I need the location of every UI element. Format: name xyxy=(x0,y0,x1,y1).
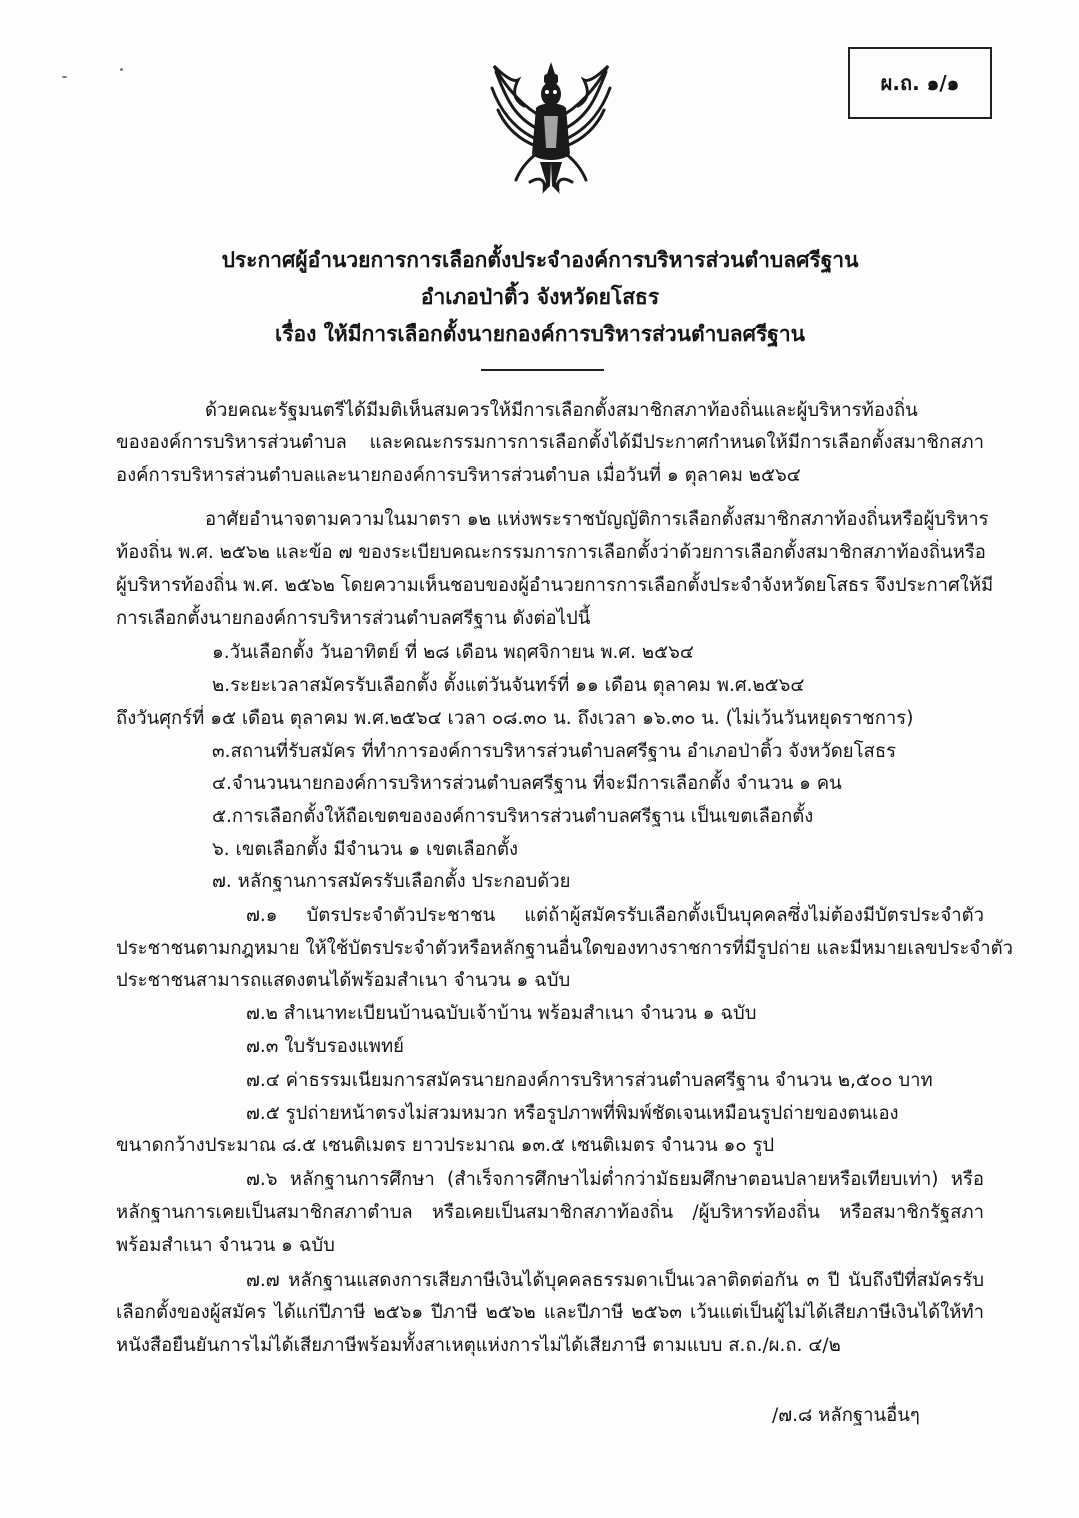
form-code: ผ.ถ. ๑/๑ xyxy=(880,71,960,95)
sub-7-6-line-1: ๗.๖ หลักฐานการศึกษา (สำเร็จการศึกษาไม่ต่ำกว่ามัธยมศึกษาตอนปลายหรือเทียบเท่า) หรือ xyxy=(246,1169,984,1190)
sub-7-7-line-3: หนังสือยืนยันการไม่ได้เสียภาษีพร้อมทั้งสาเหตุแห่งการไม่ได้เสียภาษี ตามแบบ ส.ถ./ผ.ถ. ๔/๒ xyxy=(116,1335,841,1356)
sub-7-1-line-3: ประชาชนสามารถแสดงตนได้พร้อมสำเนา จำนวน ๑ ฉบับ xyxy=(116,970,571,991)
sub-7-3: ๗.๓ ใบรับรองแพทย์ xyxy=(246,1036,405,1057)
item-1-election-date: ๑.วันเลือกตั้ง วันอาทิตย์ ที่ ๒๘ เดือน พฤศจิกายน พ.ศ. ๒๕๖๔ xyxy=(212,642,694,663)
paragraph-1-line-3: องค์การบริหารส่วนตำบลและนายกองค์การบริหารส่วนตำบล เมื่อวันที่ ๑ ตุลาคม ๒๕๖๔ xyxy=(116,465,801,486)
item-3-application-place: ๓.สถานที่รับสมัคร ที่ทำการองค์การบริหารส่วนตำบลศรีฐาน อำเภอป่าติ้ว จังหวัดยโสธร xyxy=(212,741,897,762)
paragraph-2-line-3: ผู้บริหารท้องถิ่น พ.ศ. ๒๕๖๒ โดยความเห็นชอบของผู้อำนวยการการเลือกตั้งประจำจังหวัดยโสธร จึงประกาศให้มี xyxy=(116,575,994,596)
sub-7-6-line-2: หลักฐานการเคยเป็นสมาชิกสภาตำบล หรือเคยเป็นสมาชิกสภาท้องถิ่น /ผู้บริหารท้องถิ่น หรือสมาชิกรัฐสภา xyxy=(116,1202,984,1223)
header-line-1: ประกาศผู้อำนวยการการเลือกตั้งประจำองค์การบริหารส่วนตำบลศรีฐาน xyxy=(221,248,859,272)
sub-7-7-line-1: ๗.๗ หลักฐานแสดงการเสียภาษีเงินได้บุคคลธรรมดาเป็นเวลาติดต่อกัน ๓ ปี นับถึงปีที่สมัครรับ xyxy=(246,1270,984,1291)
paragraph-2-line-4: การเลือกตั้งนายกองค์การบริหารส่วนตำบลศรีฐาน ดังต่อไปนี้ xyxy=(116,608,591,629)
header-line-3: เรื่อง ให้มีการเลือกตั้งนายกองค์การบริหารส่วนตำบลศรีฐาน xyxy=(275,322,805,346)
scan-speck xyxy=(120,68,123,71)
continuation-note: /๗.๘ หลักฐานอื่นๆ xyxy=(772,1405,920,1426)
item-6-constituency-count: ๖. เขตเลือกตั้ง มีจำนวน ๑ เขตเลือกตั้ง xyxy=(212,839,518,860)
sub-7-6-line-3: พร้อมสำเนา จำนวน ๑ ฉบับ xyxy=(116,1235,335,1256)
item-2-application-period-cont: ถึงวันศุกร์ที่ ๑๕ เดือน ตุลาคม พ.ศ.๒๕๖๔ เวลา ๐๘.๓๐ น. ถึงเวลา ๑๖.๓๐ น. (ไม่เว้นวันหยุดราชการ) xyxy=(116,708,914,729)
title-divider xyxy=(481,369,604,371)
sub-7-2: ๗.๒ สำเนาทะเบียนบ้านฉบับเจ้าบ้าน พร้อมสำเนา จำนวน ๑ ฉบับ xyxy=(246,1003,757,1024)
form-code-box xyxy=(848,47,992,119)
garuda-emblem-icon xyxy=(484,58,618,198)
sub-7-5-line-2: ขนาดกว้างประมาณ ๘.๕ เซนติเมตร ยาวประมาณ ๑๓.๕ เซนติเมตร จำนวน ๑๐ รูป xyxy=(116,1135,775,1156)
sub-7-5-line-1: ๗.๕ รูปถ่ายหน้าตรงไม่สวมหมวก หรือรูปภาพที่พิมพ์ชัดเจนเหมือนรูปถ่ายของตนเอง xyxy=(246,1103,899,1124)
item-4-number-of-positions: ๔.จำนวนนายกองค์การบริหารส่วนตำบลศรีฐาน ที่จะมีการเลือกตั้ง จำนวน ๑ คน xyxy=(212,773,842,794)
scan-speck xyxy=(62,76,67,78)
item-5-constituency: ๕.การเลือกตั้งให้ถือเขตขององค์การบริหารส่วนตำบลศรีฐาน เป็นเขตเลือกตั้ง xyxy=(212,806,814,827)
paragraph-2-line-2: ท้องถิ่น พ.ศ. ๒๕๖๒ และข้อ ๗ ของระเบียบคณะกรรมการการเลือกตั้งว่าด้วยการเลือกตั้งสมาชิกสภาท้องถิ่นหรือ xyxy=(116,542,986,563)
sub-7-1-line-1: ๗.๑ บัตรประจำตัวประชาชน แต่ถ้าผู้สมัครรับเลือกตั้งเป็นบุคคลซึ่งไม่ต้องมีบัตรประจำตัว xyxy=(246,905,984,926)
sub-7-7-line-2: เลือกตั้งของผู้สมัคร ได้แก่ปีภาษี ๒๕๖๑ ปีภาษี ๒๕๖๒ และปีภาษี ๒๕๖๓ เว้นแต่เป็นผู้ไม่ได้เสียภาษีเงินได้ให้ทำ xyxy=(116,1302,984,1323)
item-2-application-period: ๒.ระยะเวลาสมัครรับเลือกตั้ง ตั้งแต่วันจันทร์ที่ ๑๑ เดือน ตุลาคม พ.ศ.๒๕๖๔ xyxy=(212,675,805,696)
sub-7-1-line-2: ประชาชนตามกฎหมาย ให้ใช้บัตรประจำตัวหรือหลักฐานอื่นใดของทางราชการที่มีรูปถ่าย และมีหมายเลขประจำตัว xyxy=(116,938,1014,959)
sub-7-4: ๗.๔ ค่าธรรมเนียมการสมัครนายกองค์การบริหารส่วนตำบลศรีฐาน จำนวน ๒,๕๐๐ บาท xyxy=(246,1070,933,1091)
paragraph-1-line-1: ด้วยคณะรัฐมนตรีได้มีมติเห็นสมควรให้มีการเลือกตั้งสมาชิกสภาท้องถิ่นและผู้บริหารท้องถิ่น xyxy=(205,400,918,421)
paragraph-1-line-2: ขององค์การบริหารส่วนตำบล และคณะกรรมการการเลือกตั้งได้มีประกาศกำหนดให้มีการเลือกตั้งสมาชิกสภา xyxy=(116,432,984,453)
paragraph-2-line-1: อาศัยอำนาจตามความในมาตรา ๑๒ แห่งพระราชบัญญัติการเลือกตั้งสมาชิกสภาท้องถิ่นหรือผู้บริหาร xyxy=(205,509,989,530)
header-line-2: อำเภอป่าติ้ว จังหวัดยโสธร xyxy=(420,285,660,309)
item-7-required-documents: ๗. หลักฐานการสมัครรับเลือกตั้ง ประกอบด้วย xyxy=(212,871,571,892)
